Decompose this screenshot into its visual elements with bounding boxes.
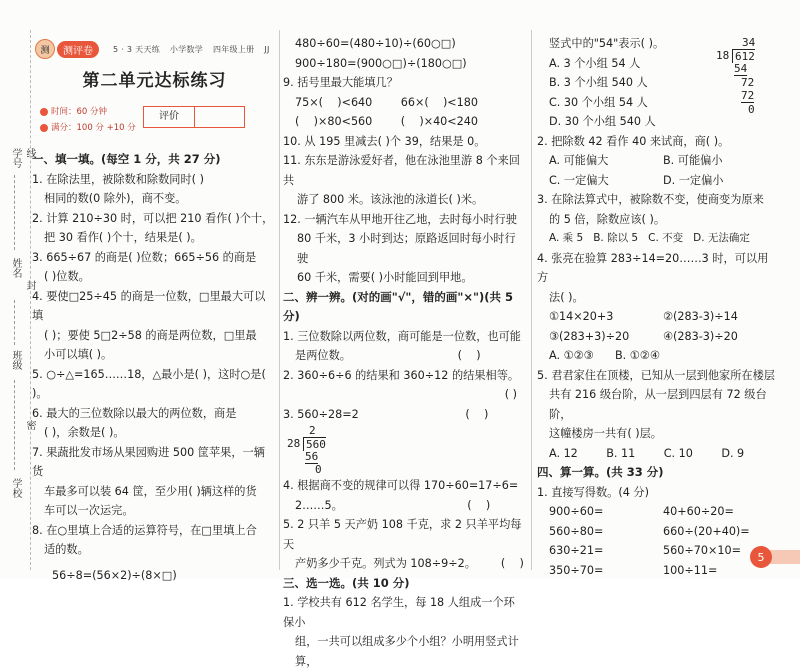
full-score: 满分：100 分 +10 分 <box>51 123 136 133</box>
mascot-icon: 测 <box>35 39 55 59</box>
section-judge: 二、辨一辨。(对的画"√"，错的画"×")(共 5 分) <box>283 289 514 323</box>
choice-2-b: B. 可能偏小 <box>663 154 723 167</box>
choice-1-a: A. 3 个小组 54 人 <box>549 56 641 70</box>
calc-item: 660÷(20+40)= <box>663 524 750 538</box>
choice-1-b: B. 3 个小组 540 人 <box>549 76 648 89</box>
ld2-dividend: 612 <box>732 49 755 63</box>
calc-item: 100÷11= <box>663 563 718 577</box>
ld-dividend: 560 <box>303 437 326 451</box>
question-12-cont: 80 千米，3 小时到达；原路返回时每小时行驶 <box>297 232 516 265</box>
calc-item: 40+60÷20= <box>663 505 734 518</box>
choice-5-cont2: 这幢楼房一共有( )层。 <box>549 427 662 440</box>
choice-4: 4. 张亮在验算 283÷14=20……3 时，可以用方 <box>537 251 769 284</box>
question-4-cont: ( )；要使 5□2÷58 的商是两位数，□里最 <box>44 328 257 342</box>
choice-5-cont: 共有 216 级台阶，从一层到四层有 72 级台阶， <box>549 388 767 421</box>
page-number: 5 <box>750 546 772 568</box>
margin-line <box>14 380 15 470</box>
cut-line <box>30 30 31 570</box>
score-icon <box>40 124 48 132</box>
calc-item: 560÷70×10= <box>663 544 741 557</box>
judge-5-cont: 产奶多少千克。列式为 108÷9÷2。 ( ) <box>295 557 524 570</box>
choice-3-cont: 的 5 倍，除数应该( )。 <box>549 212 666 226</box>
question-12-cont2: 60 千米，需要( )小时能回到甲地。 <box>297 271 473 284</box>
question-2-cont: 把 30 看作( )个十，结果是( )。 <box>44 231 202 244</box>
margin-line-mi: 密 <box>24 420 35 430</box>
judge-4-cont: 2……5。 ( ) <box>295 498 491 512</box>
judge-2-paren: ( ) <box>504 388 517 401</box>
subject-name: 小学数学 <box>169 44 204 54</box>
choice-1-d: D. 30 个小组 540 人 <box>549 115 656 128</box>
question-9: 9. 括号里最大能填几？ <box>283 76 398 89</box>
choice-2-c: C. 一定偏大 <box>549 173 609 187</box>
question-8-cont: 适的数。 <box>44 543 89 556</box>
choice-3-options: A. 乘 5 B. 除以 5 C. 不变 D. 无法确定 <box>549 232 750 244</box>
question-4-cont2: 小可以填( )。 <box>44 348 113 361</box>
choice-4-method-2: ②(283-3)÷14 <box>663 310 738 323</box>
column-2 <box>283 34 525 671</box>
judge-5: 5. 2 只羊 5 天产奶 108 千克，求 2 只羊平均每天 <box>283 518 522 551</box>
choice-3: 3. 在除法算式中，被除数不变，使商变为原来 <box>537 193 764 206</box>
question-8-expr: 56÷8=(56×2)÷(8×□) <box>52 568 177 582</box>
calc-1: 1. 直接写得数。(4 分) <box>537 485 649 499</box>
choice-1-prompt: 竖式中的"54"表示( )。 <box>549 37 665 50</box>
question-8: 8. 在○里填上合适的运算符号，在□里填上合 <box>32 523 257 537</box>
judge-1: 1. 三位数除以两位数，商可能是一位数，也可能 <box>283 329 521 343</box>
margin-line <box>14 175 15 250</box>
test-meta <box>40 104 136 136</box>
ld2-divisor: 18 <box>716 48 730 62</box>
choice-1-c: C. 30 个小组 54 人 <box>549 95 648 109</box>
choice-1-cont: 组，一共可以组成多少个小组？小明用竖式计算， <box>295 635 519 668</box>
judge-1-cont: 是两位数。 ( ) <box>295 349 481 362</box>
long-division-1 <box>283 424 525 476</box>
class-label: 班级 <box>10 350 21 370</box>
q8-line-1: 480÷60=(480÷10)÷(60○□) <box>295 37 456 50</box>
choice-4-method-1: ①14×20+3 <box>549 310 614 323</box>
school-label: 学校 <box>10 478 21 498</box>
column-divider <box>531 30 532 570</box>
question-7: 7. 果蔬批发市场从果园购进 500 筐苹果，一辆货 <box>32 445 265 478</box>
question-11-cont: 游了 800 米。该泳池的泳道长( )米。 <box>297 193 484 206</box>
question-10: 10. 从 195 里减去( )个 39，结果是 0。 <box>283 134 486 148</box>
ld-quotient: 2 <box>309 424 316 437</box>
choice-4-method-3: ③(283+3)÷20 <box>549 329 630 343</box>
q8-line-2: 900÷180=(900○□)÷(180○□) <box>295 56 467 70</box>
margin-line-xian: 线 <box>24 148 35 158</box>
time-limit: 时间：60 分钟 <box>51 107 108 117</box>
ld2-product-1: 54 <box>734 61 748 75</box>
question-3: 3. 665÷67 的商是( )位数；665÷56 的商是 <box>32 250 257 264</box>
choice-4-options: A. ①②③ B. ①②④ <box>549 349 660 362</box>
judge-4: 4. 根据商不变的规律可以得 170÷60=17÷6= <box>283 479 519 492</box>
ld2-quotient: 34 <box>742 35 756 49</box>
choice-2-a: A. 可能偏大 <box>549 154 609 167</box>
question-1: 1. 在除法里，被除数和除数同时( ) <box>32 172 204 186</box>
question-11: 11. 东东是游泳爱好者，他在泳池里游 8 个来回共 <box>283 154 520 187</box>
ld-product: 56 <box>305 450 319 463</box>
question-5: 5. ○÷△=165……18，△最小是( )，这时○是( )。 <box>32 367 266 400</box>
page-title: 第二单元达标练习 <box>82 71 227 91</box>
edition-name: JJ <box>264 44 270 54</box>
question-4: 4. 要使□25÷45 的商是一位数，□里最大可以填 <box>32 289 266 322</box>
name-label: 姓名 <box>10 258 21 278</box>
binding-margin <box>0 0 35 578</box>
question-2: 2. 计算 210÷30 时，可以把 210 看作( )个十， <box>32 211 274 225</box>
question-9-a: 75×( )<640 66×( )<180 <box>295 95 479 109</box>
column-divider <box>279 30 280 570</box>
calc-item: 630÷21= <box>549 544 604 557</box>
margin-line-feng: 封 <box>24 280 35 290</box>
choice-2-d: D. 一定偏小 <box>663 173 724 187</box>
question-9-b: ( )×80<560 ( )×40<240 <box>295 115 479 128</box>
test-badge: 测评卷 <box>57 41 99 58</box>
evaluation-field[interactable] <box>195 107 244 127</box>
calc-item: 900÷60= <box>549 505 604 518</box>
judge-3: 3. 560÷28=2 ( ) <box>283 407 489 421</box>
section-choose: 三、选一选。(共 10 分) <box>283 575 410 590</box>
ld-remainder: 0 <box>315 463 322 476</box>
column-1 <box>32 150 275 585</box>
calc-item: 350÷70= <box>549 563 604 577</box>
ld2-product-2: 72 <box>741 88 755 102</box>
ld2-remainder: 0 <box>748 102 755 116</box>
margin-line <box>14 300 15 345</box>
question-7-cont: 车最多可以装 64 筐，至少用( )辆这样的货 <box>44 484 257 498</box>
column-3 <box>537 34 777 580</box>
section-fill-in: 一、填一填。(每空 1 分，共 27 分) <box>32 152 221 166</box>
evaluation-box <box>143 106 245 128</box>
choice-2: 2. 把除数 42 看作 40 来试商，商( )。 <box>537 134 730 148</box>
ld2-partial: 72 <box>741 75 755 89</box>
book-info <box>113 44 277 55</box>
section-calculate: 四、算一算。(共 33 分) <box>537 465 664 479</box>
brand-header <box>35 38 277 60</box>
choice-5: 5. 君君家住在顶楼，已知从一层到他家所在楼层 <box>537 368 775 382</box>
judge-2: 2. 360÷6÷6 的结果和 360÷12 的结果相等。 <box>283 368 520 382</box>
question-12: 12. 一辆汽车从甲地开往乙地，去时每小时行驶 <box>283 212 517 226</box>
choice-5-options: A. 12 B. 11 C. 10 D. 9 <box>549 446 745 460</box>
question-6: 6. 最大的三位数除以最大的两位数，商是 <box>32 406 237 420</box>
question-6-cont: ( )，余数是( )。 <box>44 426 125 439</box>
choice-4-cont: 法( )。 <box>549 290 584 304</box>
grade-name: 四年级上册 <box>212 44 255 54</box>
student-number-label: 学号 <box>10 148 21 168</box>
ld-divisor: 28 <box>287 437 301 450</box>
question-1-cont: 相同的数(0 除外)，商不变。 <box>44 192 187 205</box>
series-name: 5 · 3 天天练 <box>113 44 161 54</box>
calc-item: 560÷80= <box>549 524 604 538</box>
choice-1: 1. 学校共有 612 名学生，每 18 人组成一个环保小 <box>283 596 515 629</box>
question-3-cont: ( )位数。 <box>44 270 90 283</box>
choice-4-method-4: ④(283-3)÷20 <box>663 329 738 343</box>
question-7-cont2: 车可以一次运完。 <box>44 504 134 517</box>
clock-icon <box>40 108 48 116</box>
evaluation-label: 评价 <box>144 107 195 127</box>
long-division-2 <box>712 36 772 116</box>
page-tab <box>770 550 800 564</box>
